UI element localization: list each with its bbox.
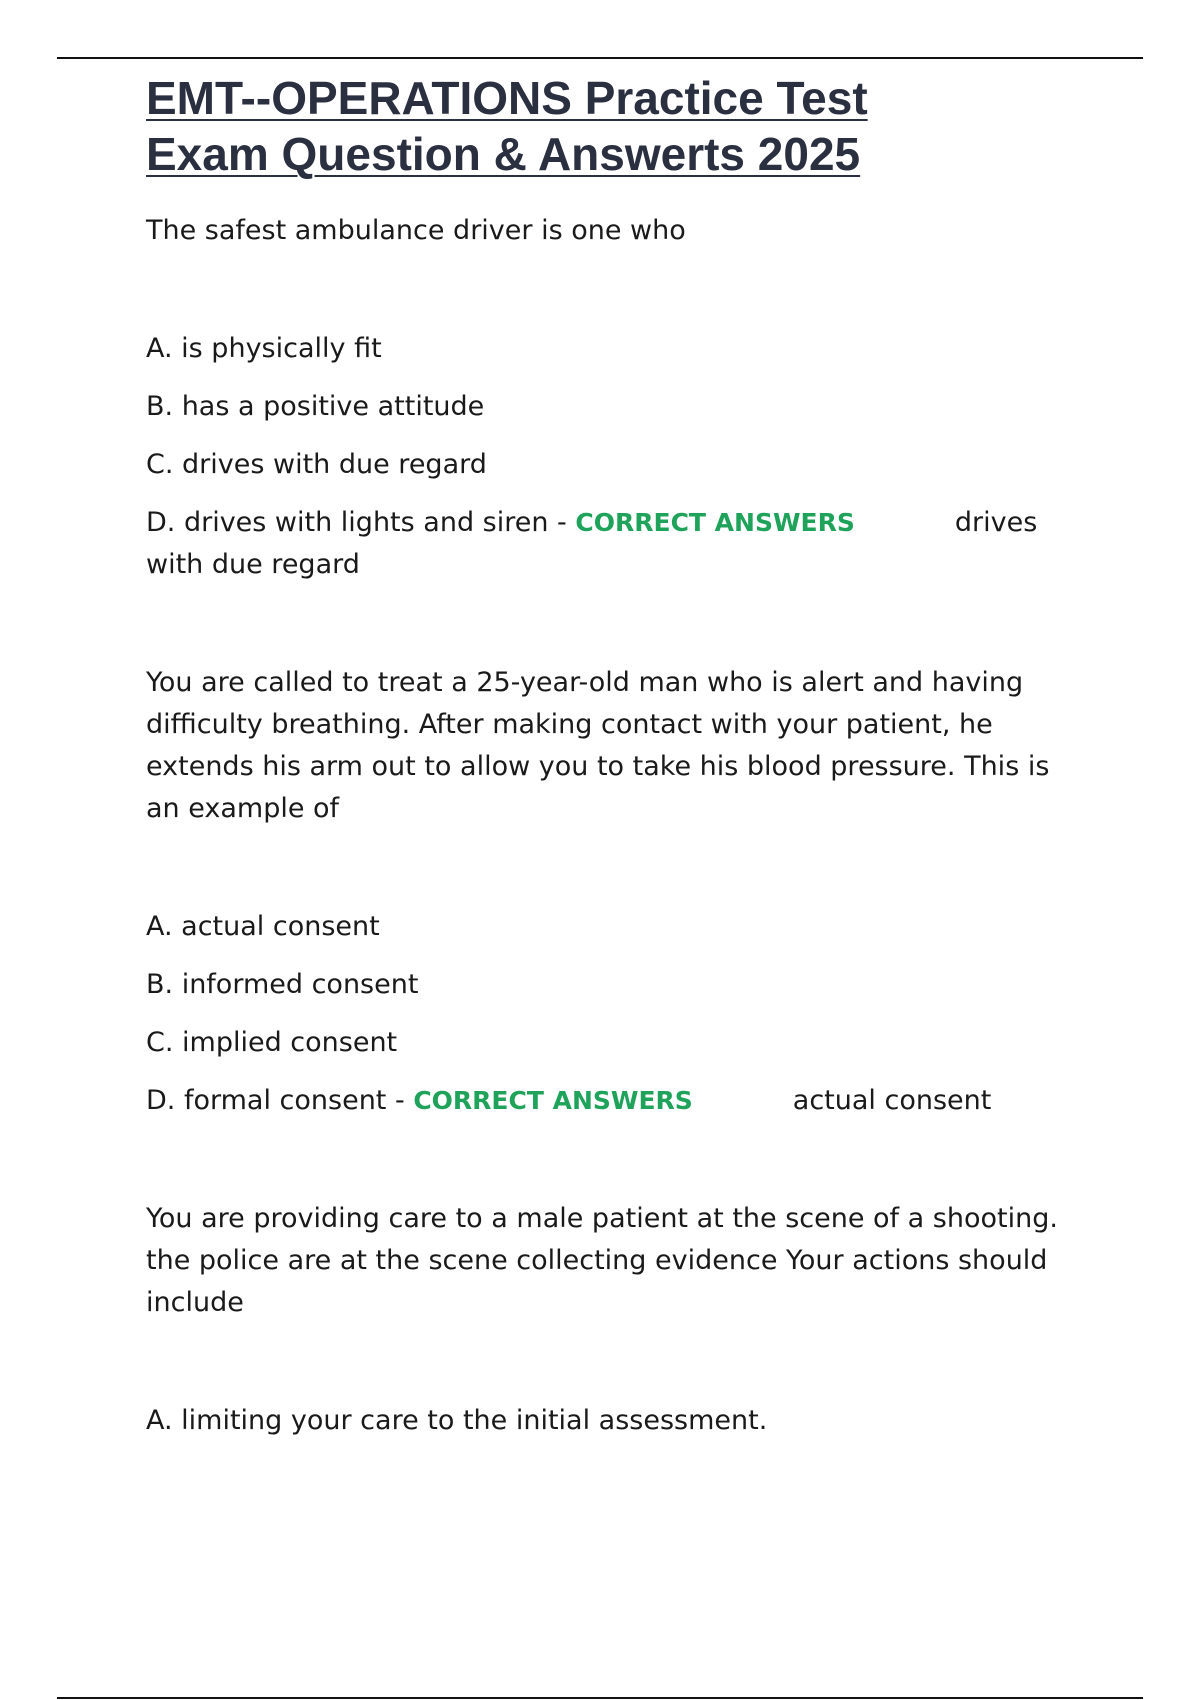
- answer-dash-2: -: [386, 1085, 414, 1116]
- option-2b: B. informed consent: [146, 969, 419, 1000]
- title-line-2: Exam Question & Answerts 2025: [146, 128, 861, 180]
- question-block-1: [146, 210, 1076, 586]
- option-1d-with-answer: [146, 502, 1076, 586]
- question-stem-3: You are providing care to a male patient at the scene of a shooting. the police are at the scene collecting evidence Your actions should include: [146, 1203, 1058, 1318]
- option-2d: D. formal consent: [146, 1085, 387, 1116]
- option-3a: A. limiting your care to the initial assessment.: [146, 1405, 768, 1436]
- answer-2: actual consent: [792, 1085, 992, 1116]
- answer-dash-1: -: [548, 507, 576, 538]
- option-1c: C. drives with due regard: [146, 449, 487, 480]
- bottom-rule: [57, 1697, 1143, 1699]
- page-title: [146, 70, 1106, 182]
- correct-answers-label-2: CORRECT ANSWERS: [413, 1086, 693, 1115]
- option-2d-with-answer: [146, 1080, 1076, 1122]
- correct-answers-label-1: CORRECT ANSWERS: [575, 508, 855, 537]
- option-1d: D. drives with lights and siren: [146, 507, 549, 538]
- question-stem-1: The safest ambulance driver is one who: [146, 215, 686, 246]
- title-line-1: EMT--OPERATIONS Practice Test: [146, 72, 868, 124]
- top-rule: [57, 57, 1143, 59]
- question-block-2: [146, 662, 1076, 1122]
- answer-1: drives with due regard: [146, 507, 1038, 580]
- option-1a: A. is physically fit: [146, 333, 382, 364]
- option-2c: C. implied consent: [146, 1027, 398, 1058]
- question-stem-2: You are called to treat a 25-year-old man who is alert and having difficulty breathing. After making contact with your patient, he extends his arm out to allow you to take his blood pressure. This is an example of: [146, 667, 1050, 824]
- option-2a: A. actual consent: [146, 911, 380, 942]
- question-block-3: [146, 1198, 1076, 1442]
- question-list: [146, 210, 1076, 1458]
- option-1b: B. has a positive attitude: [146, 391, 485, 422]
